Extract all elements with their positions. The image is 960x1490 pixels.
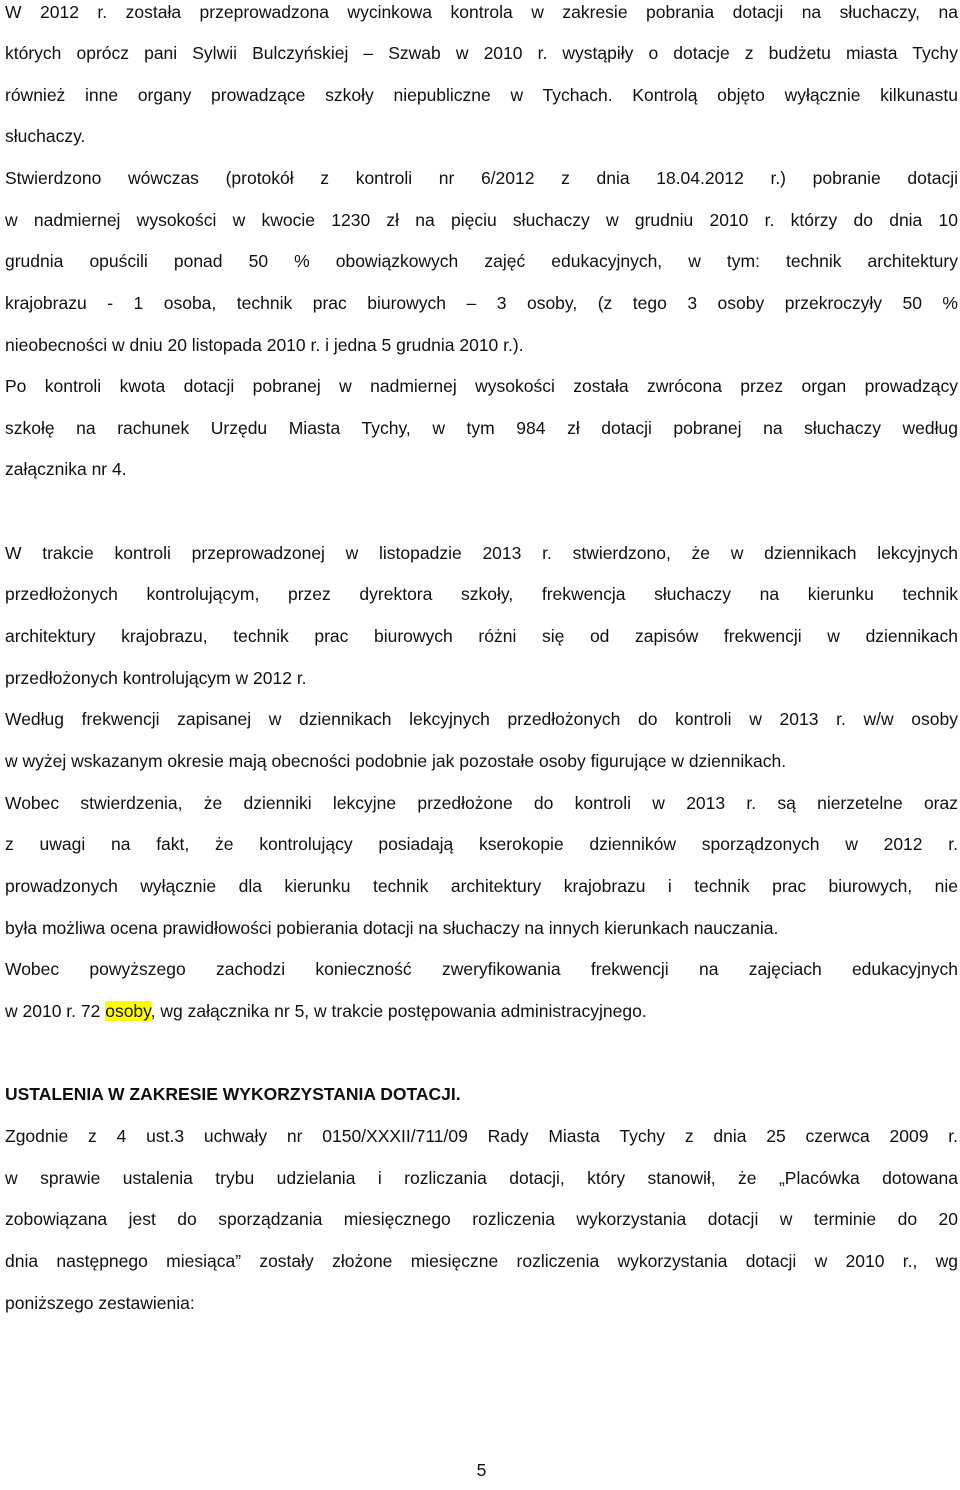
text-line: przedłożonych kontrolującym w 2012 r. (5, 668, 307, 688)
text-line: krajobrazu - 1 osoba, technik prac biurowych – 3 osoby, (z tego 3 osoby przekroczyły 50 % (5, 293, 958, 313)
highlighted-word: osoby (105, 1001, 151, 1021)
text-line: Wobec powyższego zachodzi konieczność zweryfikowania frekwencji na zajęciach edukacyjnych (5, 959, 958, 979)
text-prefix: w 2010 r. 72 (5, 1001, 106, 1021)
text-line: W trakcie kontroli przeprowadzonej w listopadzie 2013 r. stwierdzono, że w dziennikach lekcyjnych (5, 543, 958, 563)
text-suffix: , wg załącznika nr 5, w trakcie postępowania administracyjnego. (150, 1001, 647, 1021)
text-line: zobowiązana jest do sporządzania miesięcznego rozliczenia wykorzystania dotacji w terminie do 20 (5, 1209, 958, 1229)
text-line-highlight (5, 1003, 647, 1021)
text-line: Według frekwencji zapisanej w dziennikach lekcyjnych przedłożonych do kontroli w 2013 r. w/w osoby (5, 709, 958, 729)
page-number: 5 (476, 1460, 487, 1480)
text-line: Zgodnie z 4 ust.3 uchwały nr 0150/XXXII/711/09 Rady Miasta Tychy z dnia 25 czerwca 2009 r. (5, 1126, 958, 1146)
text-line: była możliwa ocena prawidłowości pobierania dotacji na słuchaczy na innych kierunkach nauczania. (5, 918, 779, 938)
text-line: również inne organy prowadzące szkoły niepubliczne w Tychach. Kontrolą objęto wyłącznie kilkunastu (5, 85, 958, 105)
text-line: architektury krajobrazu, technik prac biurowych różni się od zapisów frekwencji w dziennikach (5, 626, 958, 646)
text-line: dnia następnego miesiąca” zostały złożone miesięczne rozliczenia wykorzystania dotacji w 2010 r., wg (5, 1251, 958, 1271)
text-line: poniższego zestawienia: (5, 1293, 195, 1313)
text-line: słuchaczy. (5, 126, 86, 146)
text-line: w sprawie ustalenia trybu udzielania i rozliczania dotacji, który stanowił, że „Placówka dotowana (5, 1168, 958, 1188)
section-heading: USTALENIA W ZAKRESIE WYKORZYSTANIA DOTACJI. (5, 1084, 461, 1104)
text-line: Stwierdzono wówczas (protokół z kontroli nr 6/2012 z dnia 18.04.2012 r.) pobranie dotacji (5, 168, 958, 188)
text-line: załącznika nr 4. (5, 459, 127, 479)
text-line: z uwagi na fakt, że kontrolujący posiadają kserokopie dzienników sporządzonych w 2012 r. (5, 834, 958, 854)
text-line: W 2012 r. została przeprowadzona wycinkowa kontrola w zakresie pobrania dotacji na słuchaczy, na (5, 2, 958, 22)
text-line: szkołę na rachunek Urzędu Miasta Tychy, w tym 984 zł dotacji pobranej na słuchaczy według (5, 418, 958, 438)
text-line: w nadmiernej wysokości w kwocie 1230 zł na pięciu słuchaczy w grudniu 2010 r. którzy do dnia 10 (5, 210, 958, 230)
text-line: w wyżej wskazanym okresie mają obecności podobnie jak pozostałe osoby figurujące w dziennikach. (5, 751, 787, 771)
text-line: przedłożonych kontrolującym, przez dyrektora szkoły, frekwencja słuchaczy na kierunku technik (5, 584, 958, 604)
text-line: grudnia opuścili ponad 50 % obowiązkowych zajęć edukacyjnych, w tym: technik architektury (5, 251, 958, 271)
text-line: prowadzonych wyłącznie dla kierunku technik architektury krajobrazu i technik prac biurowych, nie (5, 876, 958, 896)
text-line: których oprócz pani Sylwii Bulczyńskiej – Szwab w 2010 r. wystąpiły o dotacje z budżetu miasta Tychy (5, 43, 958, 63)
text-line: Wobec stwierdzenia, że dzienniki lekcyjne przedłożone do kontroli w 2013 r. są nierzetelne oraz (5, 793, 958, 813)
text-line: nieobecności w dniu 20 listopada 2010 r. i jedna 5 grudnia 2010 r.). (5, 335, 524, 355)
text-line: Po kontroli kwota dotacji pobranej w nadmiernej wysokości została zwrócona przez organ prowadzący (5, 376, 958, 396)
